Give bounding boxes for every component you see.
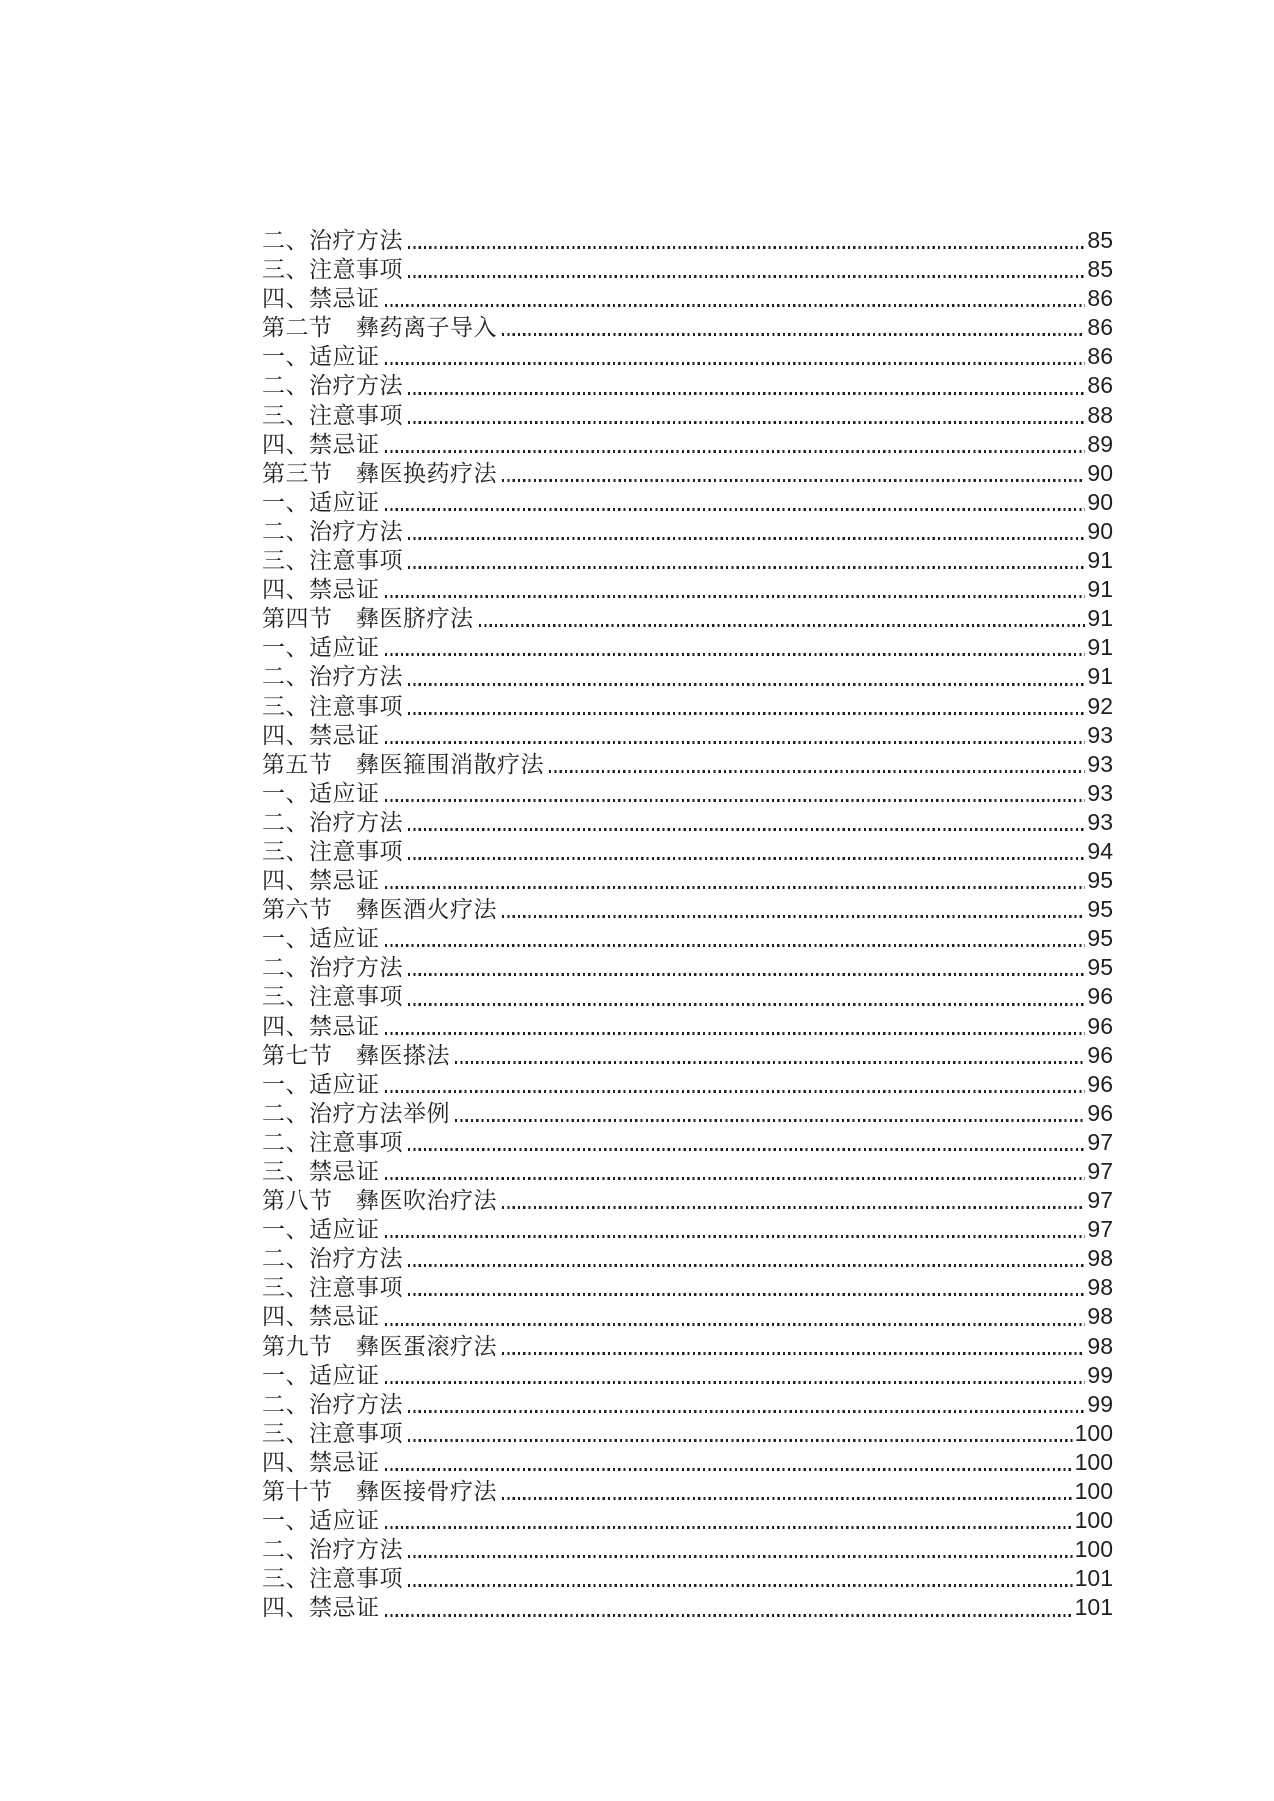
toc-entry-page-number: 91: [1087, 634, 1113, 661]
toc-entry-label: 三、注意事项: [262, 838, 403, 864]
toc-dot-leader: [385, 1032, 1086, 1035]
toc-dot-leader: [549, 770, 1085, 773]
toc-dot-leader: [385, 1468, 1073, 1471]
toc-dot-leader: [408, 683, 1085, 686]
toc-entry-page-number: 100: [1074, 1448, 1113, 1475]
toc-entry-page-number: 99: [1087, 1390, 1113, 1417]
toc-entry: [262, 1273, 1113, 1302]
toc-entry: [262, 1012, 1113, 1041]
toc-entry: [262, 1157, 1113, 1186]
toc-entry-label: 二、治疗方法: [262, 664, 403, 690]
toc-dot-leader: [455, 1061, 1085, 1064]
toc-entry: [262, 1244, 1113, 1273]
toc-entry-page-number: 90: [1087, 488, 1113, 515]
toc-entry: [262, 750, 1113, 779]
toc-entry-label: 第九节 彝医蛋滚疗法: [262, 1333, 497, 1359]
toc-dot-leader: [408, 828, 1085, 831]
toc-entry-label: 三、注意事项: [262, 693, 403, 719]
toc-entry-label: 一、适应证: [262, 1071, 380, 1097]
toc-entry-page-number: 93: [1087, 750, 1113, 777]
toc-dot-leader: [455, 1119, 1085, 1122]
toc-entry-page-number: 86: [1087, 314, 1113, 341]
toc-entry: [262, 342, 1113, 371]
toc-entry-page-number: 98: [1087, 1245, 1113, 1272]
toc-entry: [262, 1506, 1113, 1535]
toc-entry-page-number: 90: [1087, 517, 1113, 544]
toc-entry: [262, 1302, 1113, 1331]
toc-dot-leader: [408, 537, 1085, 540]
toc-entry-page-number: 99: [1087, 1361, 1113, 1388]
toc-entry-label: 二、治疗方法: [262, 1246, 403, 1272]
toc-entry-label: 四、禁忌证: [262, 286, 380, 312]
toc-dot-leader: [385, 1235, 1086, 1238]
toc-entry-page-number: 97: [1087, 1158, 1113, 1184]
toc-entry: [262, 604, 1113, 633]
toc-dot-leader: [385, 450, 1086, 453]
toc-dot-leader: [408, 857, 1085, 860]
toc-dot-leader: [502, 479, 1085, 482]
toc-dot-leader: [408, 1264, 1085, 1267]
toc-entry-page-number: 95: [1087, 925, 1113, 952]
toc-entry-label: 一、适应证: [262, 1508, 380, 1534]
toc-entry-label: 第二节 彝药离子导入: [262, 315, 497, 341]
toc-dot-leader: [385, 362, 1086, 365]
toc-dot-leader: [408, 1003, 1085, 1006]
toc-dot-leader: [408, 973, 1085, 976]
toc-entry: [262, 546, 1113, 575]
toc-dot-leader: [385, 1177, 1086, 1180]
toc-entry-label: 一、适应证: [262, 489, 380, 515]
toc-entry-page-number: 93: [1087, 721, 1113, 748]
toc-entry: [262, 255, 1113, 284]
toc-entry-label: 一、适应证: [262, 926, 380, 952]
toc-dot-leader: [385, 741, 1086, 744]
toc-entry-page-number: 86: [1087, 372, 1113, 399]
toc-dot-leader: [385, 886, 1086, 889]
toc-entry: [262, 401, 1113, 430]
toc-entry-page-number: 85: [1087, 256, 1113, 283]
toc-entry-page-number: 91: [1087, 547, 1113, 574]
toc-entry: [262, 1361, 1113, 1390]
toc-entry-page-number: 97: [1087, 1187, 1113, 1214]
toc-entry-label: 四、禁忌证: [262, 1013, 380, 1039]
toc-entry-label: 三、注意事项: [262, 402, 403, 428]
toc-entry-page-number: 91: [1087, 576, 1113, 603]
toc-entry-label: 三、禁忌证: [262, 1159, 380, 1184]
toc-entry: [262, 1448, 1113, 1477]
toc-entry-label: 四、禁忌证: [262, 868, 380, 894]
toc-entry-page-number: 97: [1087, 1216, 1113, 1243]
toc-entry-label: 第十节 彝医接骨疗法: [262, 1479, 497, 1505]
toc-entry: [262, 1390, 1113, 1419]
toc-dot-leader: [408, 566, 1085, 569]
toc-dot-leader: [408, 1410, 1085, 1413]
toc-dot-leader: [408, 1293, 1085, 1296]
toc-entry-label: 二、治疗方法: [262, 1537, 403, 1563]
toc-dot-leader: [502, 333, 1085, 336]
toc-entry: [262, 837, 1113, 866]
toc-entry-page-number: 97: [1087, 1128, 1113, 1155]
toc-dot-leader: [408, 246, 1085, 249]
toc-dot-leader: [408, 1555, 1073, 1558]
toc-entry-label: 二、治疗方法: [262, 228, 403, 253]
table-of-contents: [262, 226, 1113, 1623]
toc-entry-label: 第四节 彝医脐疗法: [262, 606, 474, 632]
toc-entry: [262, 1215, 1113, 1244]
toc-entry-page-number: 98: [1087, 1274, 1113, 1301]
toc-entry: [262, 779, 1113, 808]
toc-entry-page-number: 90: [1087, 459, 1113, 486]
toc-entry-page-number: 88: [1087, 401, 1113, 428]
toc-entry-label: 四、禁忌证: [262, 1449, 380, 1475]
toc-entry-label: 第三节 彝医换药疗法: [262, 460, 497, 486]
toc-entry-label: 一、适应证: [262, 780, 380, 806]
toc-entry: [262, 1128, 1113, 1157]
toc-dot-leader: [385, 799, 1086, 802]
toc-entry-page-number: 96: [1087, 1012, 1113, 1039]
toc-entry-page-number: 95: [1087, 954, 1113, 981]
toc-dot-leader: [408, 421, 1085, 424]
toc-dot-leader: [385, 1323, 1086, 1326]
toc-entry-page-number: 98: [1087, 1303, 1113, 1330]
toc-entry-page-number: 86: [1087, 285, 1113, 312]
toc-entry-page-number: 95: [1087, 896, 1113, 923]
toc-entry: [262, 430, 1113, 459]
toc-entry-page-number: 94: [1087, 837, 1113, 864]
toc-entry-page-number: 86: [1087, 343, 1113, 370]
toc-entry-label: 一、适应证: [262, 635, 380, 661]
toc-entry-page-number: 96: [1087, 1070, 1113, 1097]
toc-entry: [262, 808, 1113, 837]
toc-entry-page-number: 85: [1087, 227, 1113, 253]
toc-entry: [262, 1477, 1113, 1506]
toc-dot-leader: [385, 1090, 1086, 1093]
toc-dot-leader: [385, 508, 1086, 511]
toc-dot-leader: [385, 304, 1086, 307]
toc-entry: [262, 1593, 1113, 1622]
toc-dot-leader: [502, 1497, 1073, 1500]
toc-entry: [262, 1535, 1113, 1564]
toc-entry-label: 二、注意事项: [262, 1129, 403, 1155]
toc-entry-page-number: 89: [1087, 430, 1113, 457]
toc-dot-leader: [479, 624, 1086, 627]
toc-dot-leader: [385, 1381, 1086, 1384]
toc-entry: [262, 284, 1113, 313]
toc-entry: [262, 371, 1113, 400]
toc-entry: [262, 517, 1113, 546]
toc-entry: [262, 924, 1113, 953]
toc-entry-page-number: 100: [1074, 1536, 1113, 1563]
toc-dot-leader: [408, 1148, 1085, 1151]
toc-entry: [262, 1041, 1113, 1070]
toc-entry-page-number: 91: [1087, 605, 1113, 632]
toc-entry-label: 第七节 彝医搽法: [262, 1042, 450, 1068]
toc-entry: [262, 1564, 1113, 1593]
toc-dot-leader: [408, 712, 1085, 715]
toc-entry-label: 三、注意事项: [262, 984, 403, 1010]
toc-entry-label: 一、适应证: [262, 1217, 380, 1243]
toc-dot-leader: [385, 653, 1086, 656]
toc-dot-leader: [408, 392, 1085, 395]
toc-entry-page-number: 93: [1087, 779, 1113, 806]
toc-entry: [262, 895, 1113, 924]
toc-entry-page-number: 100: [1074, 1507, 1113, 1534]
toc-entry-page-number: 100: [1074, 1478, 1113, 1505]
toc-entry-page-number: 93: [1087, 808, 1113, 835]
toc-entry-page-number: 101: [1074, 1565, 1113, 1592]
toc-entry: [262, 1332, 1113, 1361]
toc-entry-label: 二、治疗方法: [262, 809, 403, 835]
toc-entry-page-number: 101: [1074, 1594, 1113, 1621]
toc-entry-page-number: 96: [1087, 1041, 1113, 1068]
toc-entry-label: 四、禁忌证: [262, 1595, 380, 1621]
toc-entry-label: 二、治疗方法举例: [262, 1100, 450, 1126]
toc-dot-leader: [385, 1614, 1073, 1617]
toc-entry-page-number: 96: [1087, 1099, 1113, 1126]
toc-entry-label: 四、禁忌证: [262, 431, 380, 457]
toc-entry: [262, 953, 1113, 982]
toc-entry: [262, 488, 1113, 517]
toc-entry: [262, 633, 1113, 662]
toc-entry-page-number: 96: [1087, 983, 1113, 1010]
toc-entry: [262, 313, 1113, 342]
toc-entry: [262, 721, 1113, 750]
toc-dot-leader: [502, 915, 1085, 918]
toc-dot-leader: [408, 1439, 1073, 1442]
toc-dot-leader: [385, 1526, 1073, 1529]
toc-entry-label: 二、治疗方法: [262, 955, 403, 981]
toc-entry-page-number: 98: [1087, 1332, 1113, 1359]
toc-entry-page-number: 91: [1087, 663, 1113, 690]
toc-entry: [262, 866, 1113, 895]
toc-entry-label: 二、治疗方法: [262, 373, 403, 399]
toc-entry-label: 四、禁忌证: [262, 577, 380, 603]
toc-entry-label: 一、适应证: [262, 1362, 380, 1388]
toc-dot-leader: [408, 275, 1085, 278]
toc-entry-label: 四、禁忌证: [262, 722, 380, 748]
toc-dot-leader: [408, 1584, 1073, 1587]
toc-entry-label: 第五节 彝医箍围消散疗法: [262, 751, 544, 777]
toc-entry: [262, 1186, 1113, 1215]
toc-entry-label: 三、注意事项: [262, 1420, 403, 1446]
toc-entry: [262, 982, 1113, 1011]
toc-entry-label: 三、注意事项: [262, 1275, 403, 1301]
toc-entry-label: 第八节 彝医吹治疗法: [262, 1188, 497, 1214]
toc-entry-label: 三、注意事项: [262, 1566, 403, 1592]
toc-dot-leader: [502, 1206, 1085, 1209]
toc-entry-label: 一、适应证: [262, 344, 380, 370]
toc-dot-leader: [385, 944, 1086, 947]
toc-entry-page-number: 92: [1087, 692, 1113, 719]
toc-entry-page-number: 100: [1074, 1419, 1113, 1446]
toc-entry-label: 三、注意事项: [262, 257, 403, 283]
toc-entry: [262, 662, 1113, 691]
toc-entry: [262, 226, 1113, 255]
toc-entry: [262, 1419, 1113, 1448]
toc-dot-leader: [502, 1352, 1085, 1355]
toc-entry-label: 二、治疗方法: [262, 518, 403, 544]
toc-entry-label: 第六节 彝医酒火疗法: [262, 897, 497, 923]
toc-entry: [262, 692, 1113, 721]
toc-entry-label: 二、治疗方法: [262, 1391, 403, 1417]
toc-entry: [262, 459, 1113, 488]
toc-dot-leader: [385, 595, 1086, 598]
toc-entry: [262, 575, 1113, 604]
toc-entry-label: 三、注意事项: [262, 548, 403, 574]
toc-entry-label: 四、禁忌证: [262, 1304, 380, 1330]
toc-entry: [262, 1070, 1113, 1099]
toc-entry: [262, 1099, 1113, 1128]
toc-entry-page-number: 95: [1087, 867, 1113, 894]
